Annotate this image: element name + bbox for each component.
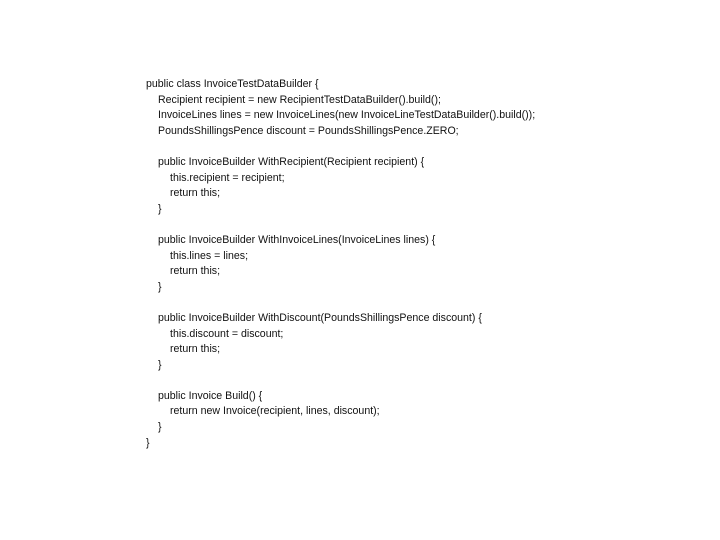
code-line-return-new-invoice: return new Invoice(recipient, lines, discount); [170, 405, 380, 418]
code-line-blank [146, 139, 535, 155]
code-line-with-invoice-lines-signature: public InvoiceBuilder WithInvoiceLines(InvoiceLines lines) { [158, 233, 436, 246]
code-line-blank [146, 295, 535, 311]
code-line-close-brace: } [158, 280, 162, 293]
code-line-lines-field: InvoiceLines lines = new InvoiceLines(new InvoiceLineTestDataBuilder().build()); [158, 109, 536, 122]
code-line-assign-lines: this.lines = lines; [170, 249, 249, 262]
code-line-blank [146, 373, 535, 389]
code-line-with-recipient-signature: public InvoiceBuilder WithRecipient(Recipient recipient) { [158, 155, 425, 168]
code-line-discount-field: PoundsShillingsPence discount = PoundsShillingsPence.ZERO; [158, 124, 459, 137]
code-line-return-this: return this; [170, 265, 221, 278]
code-line-recipient-field: Recipient recipient = new RecipientTestDataBuilder().build(); [158, 93, 441, 106]
code-line-close-brace: } [158, 421, 162, 434]
code-line-blank [146, 217, 535, 233]
code-line-assign-discount: this.discount = discount; [170, 327, 284, 340]
code-line-class-declaration: public class InvoiceTestDataBuilder { [146, 78, 319, 90]
code-line-build-signature: public Invoice Build() { [158, 389, 263, 402]
code-line-class-close-brace: } [146, 436, 150, 449]
code-line-close-brace: } [158, 358, 162, 371]
code-line-close-brace: } [158, 202, 162, 215]
code-line-return-this: return this; [170, 187, 221, 200]
code-line-assign-recipient: this.recipient = recipient; [170, 171, 285, 184]
code-line-return-this: return this; [170, 343, 221, 356]
code-line-with-discount-signature: public InvoiceBuilder WithDiscount(PoundsShillingsPence discount) { [158, 311, 482, 324]
code-listing [146, 77, 535, 451]
